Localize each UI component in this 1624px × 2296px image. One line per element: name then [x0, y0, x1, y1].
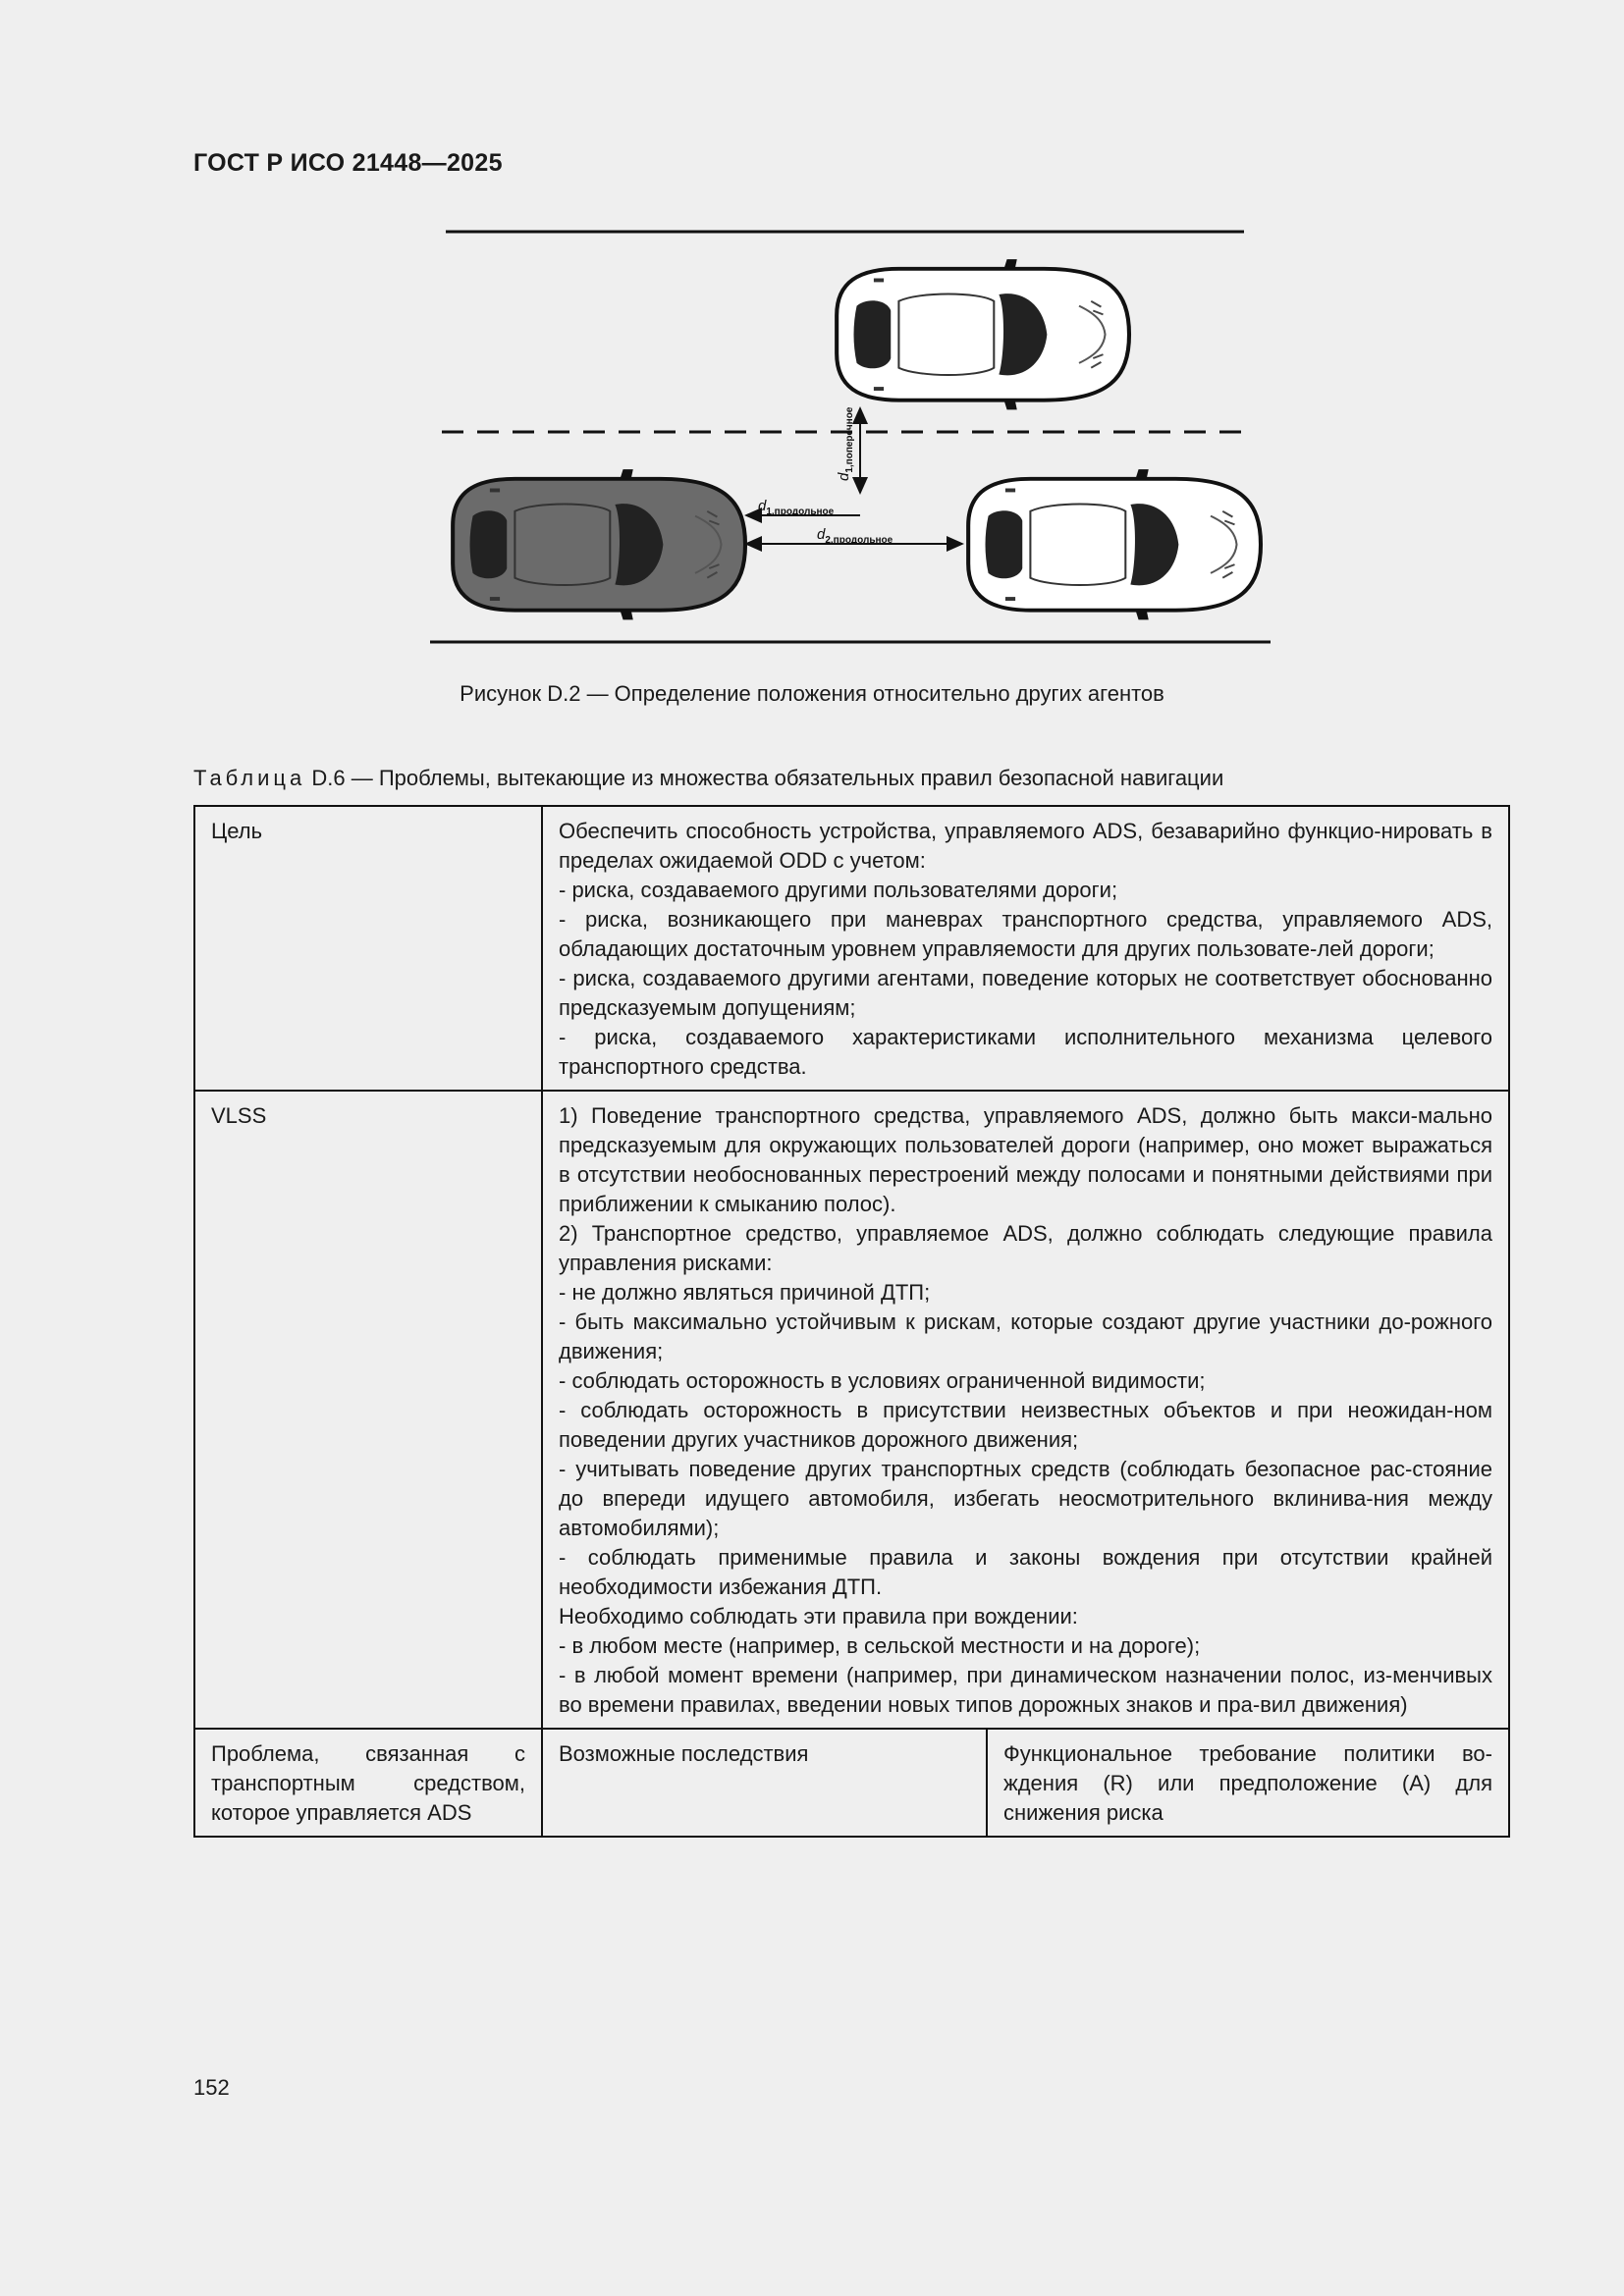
vlss-line: - соблюдать осторожность в присутствии неизвестных объектов и при неожидан-ном поведении других участников дорожного движения; [559, 1398, 1492, 1452]
vlss-line: - соблюдать применимые правила и законы вождения при отсутствии крайней необходимости избежания ДТП. [559, 1545, 1492, 1599]
other-car-top [837, 259, 1129, 409]
ego-car [453, 469, 745, 619]
table-title-text: D.6 — Проблемы, вытекающие из множества обязательных правил безопасной навигации [305, 766, 1224, 790]
header-cell-consequences: Возможные последствия [542, 1729, 987, 1837]
vlss-line: 1) Поведение транспортного средства, управляемого ADS, должно быть макси-мально предсказуемым для окружающих пользователей дороги (например, оно может выражаться в отсутствии необоснованных перестроений между полосами и понятными действиями при приближении к смыканию полос). [559, 1103, 1492, 1216]
row-label-vlss: VLSS [194, 1091, 542, 1729]
vlss-line: - соблюдать осторожность в условиях ограниченной видимости; [559, 1368, 1206, 1393]
goal-line: - риска, создаваемого другими агентами, поведение которых не соответствует обоснованно предсказуемым допущениям; [559, 966, 1492, 1020]
table-row-goal [194, 806, 1509, 1091]
table-d6 [193, 805, 1510, 1838]
vlss-line: - не должно являться причиной ДТП; [559, 1280, 931, 1305]
goal-line: - риска, создаваемого другими пользователями дороги; [559, 878, 1118, 902]
goal-line: Обеспечить способность устройства, управляемого ADS, безаварийно функцио-нировать в пределах ожидаемой ODD с учетом: [559, 819, 1492, 873]
table-title [193, 766, 1223, 791]
vlss-line: - учитывать поведение других транспортных средств (соблюдать безопасное рас-стояние до впереди идущего автомобиля, избегать неосмотрительного вклинива-ния между автомобилями); [559, 1457, 1492, 1540]
figure-caption: Рисунок D.2 — Определение положения относительно других агентов [460, 681, 1164, 706]
header-cell-requirement: Функциональное требование политики во-ждения (R) или предположение (А) для снижения риска [987, 1729, 1509, 1837]
row-content-goal [542, 806, 1509, 1091]
vlss-line: - в любой момент времени (например, при динамическом назначении полос, из-менчивых во времени правилах, введении новых типов дорожных знаков и пра-вил движения) [559, 1663, 1492, 1717]
table-header-row [194, 1729, 1509, 1837]
goal-line: - риска, создаваемого характеристиками исполнительного механизма целевого транспортного средства. [559, 1025, 1492, 1079]
vlss-line: 2) Транспортное средство, управляемое ADS, должно соблюдать следующие правила управления рисками: [559, 1221, 1492, 1275]
d2-longitudinal-label: $d_{2,продольное}$ [817, 526, 893, 546]
vlss-line: - в любом месте (например, в сельской местности и на дороге); [559, 1633, 1201, 1658]
d1-longitudinal-label: $d_{1,продольное}$ [758, 498, 835, 517]
page-number: 152 [193, 2075, 230, 2100]
document-header: ГОСТ Р ИСО 21448—2025 [193, 149, 503, 177]
vlss-line: - быть максимально устойчивым к рискам, которые создают другие участники до-рожного движения; [559, 1309, 1492, 1363]
table-title-prefix: Таблица [193, 766, 306, 790]
header-cell-problem: Проблема, связанная с транспортным средством, которое управляется ADS [194, 1729, 542, 1837]
table-row-vlss [194, 1091, 1509, 1729]
goal-line: - риска, возникающего при маневрах транспортного средства, управляемого ADS, обладающих достаточным уровнем управляемости для других пользовате-лей дороги; [559, 907, 1492, 961]
row-content-vlss [542, 1091, 1509, 1729]
other-car-right [968, 469, 1261, 619]
d1-lateral-label: $d_{1,поперечное}$ [836, 406, 855, 481]
figure-d2-diagram [412, 216, 1296, 658]
row-label-goal: Цель [194, 806, 542, 1091]
vlss-line: Необходимо соблюдать эти правила при вождении: [559, 1604, 1078, 1629]
